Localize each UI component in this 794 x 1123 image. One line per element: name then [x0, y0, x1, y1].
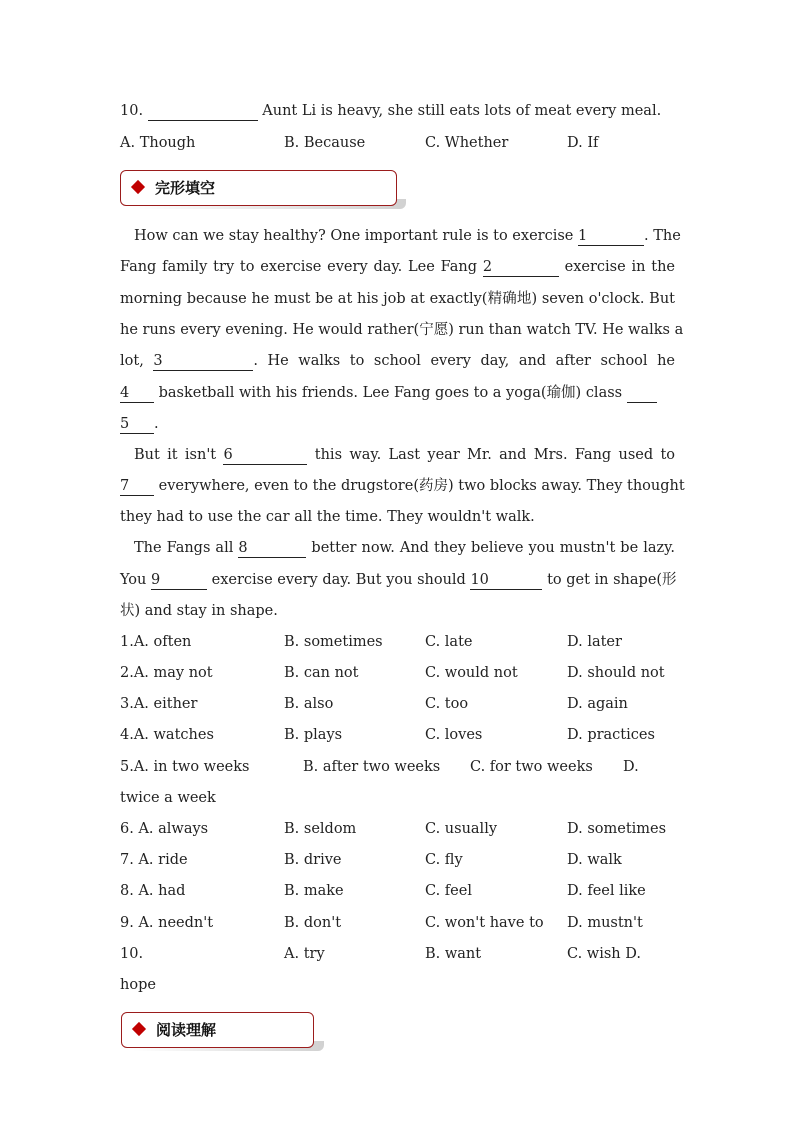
passage-text: exercise every day. But you should	[211, 572, 466, 588]
option-7a: 7. A. ride	[120, 852, 188, 868]
option-6c: C. usually	[425, 821, 498, 837]
passage-text: . The	[643, 228, 681, 244]
blank-9[interactable]: 9	[151, 572, 207, 590]
option-7b: B. drive	[284, 852, 342, 868]
q10-option-a: A. Though	[120, 135, 196, 151]
blank-2[interactable]: 2	[483, 259, 559, 277]
passage-text: . He walks to school every day, and after school he	[253, 353, 676, 369]
option-6b: B. seldom	[284, 821, 357, 837]
passage-line-9	[120, 476, 685, 496]
option-1d: D. later	[567, 634, 622, 650]
question-number: 10.	[120, 103, 144, 119]
option-2c: C. would not	[425, 665, 518, 681]
blank-10[interactable]: 10	[470, 572, 542, 590]
option-2a: 2.A. may not	[120, 665, 213, 681]
option-4a: 4.A. watches	[120, 727, 214, 743]
option-4c: C. loves	[425, 727, 483, 743]
option-3d: D. again	[567, 696, 628, 712]
option-9d: D. mustn't	[567, 915, 643, 931]
passage-text: lot,	[120, 353, 144, 369]
passage-text: to get in shape(形	[547, 572, 677, 588]
passage-line-8	[120, 445, 675, 465]
option-8a: 8. A. had	[120, 883, 186, 899]
option-10c: C. wish D.	[567, 946, 641, 962]
passage-text: exercise in the	[564, 259, 676, 275]
option-10a: A. try	[284, 946, 325, 962]
diamond-icon	[131, 180, 145, 194]
option-1b: B. sometimes	[284, 634, 383, 650]
passage-text: better now. And they believe you mustn't be lazy.	[311, 540, 675, 556]
passage-text: How can we stay healthy? One important rule is to exercise	[134, 228, 574, 244]
passage-line-5	[120, 351, 675, 371]
question-text: Aunt Li is heavy, she still eats lots of meat every meal.	[262, 103, 662, 119]
option-10-number: 10.	[120, 946, 144, 962]
option-2b: B. can not	[284, 665, 359, 681]
passage-line-10: they had to use the car all the time. They wouldn't walk.	[120, 509, 535, 525]
option-10b: B. want	[425, 946, 482, 962]
passage-text: Fang family try to exercise every day. Lee Fang	[120, 259, 477, 275]
cloze-section-header	[120, 170, 397, 206]
passage-line-4: he runs every evening. He would rather(宁愿) run than watch TV. He walks a	[120, 322, 684, 338]
option-3a: 3.A. either	[120, 696, 198, 712]
option-6a: 6. A. always	[120, 821, 209, 837]
passage-text: this way. Last year Mr. and Mrs. Fang used to	[314, 447, 676, 463]
reading-section-header	[121, 1012, 314, 1048]
passage-text: basketball with his friends. Lee Fang goes to a yoga(瑜伽) class	[158, 385, 623, 401]
section-title: 完形填空	[155, 179, 216, 197]
passage-line-2	[120, 257, 675, 277]
option-7d: D. walk	[567, 852, 622, 868]
section-title: 阅读理解	[156, 1021, 217, 1039]
option-5c: C. for two weeks	[470, 759, 593, 775]
passage-line-1	[120, 226, 681, 246]
option-1c: C. late	[425, 634, 473, 650]
option-5b: B. after two weeks	[303, 759, 441, 775]
passage-text: But it isn't	[134, 447, 217, 463]
option-5d-text: twice a week	[120, 790, 216, 806]
passage-text: .	[154, 416, 159, 432]
option-1a: 1.A. often	[120, 634, 192, 650]
option-7c: C. fly	[425, 852, 463, 868]
option-8d: D. feel like	[567, 883, 646, 899]
option-4d: D. practices	[567, 727, 655, 743]
passage-text: everywhere, even to the drugstore(药房) two blocks away. They thought	[158, 478, 685, 494]
option-5a: 5.A. in two weeks	[120, 759, 250, 775]
option-2d: D. should not	[567, 665, 665, 681]
option-9a: 9. A. needn't	[120, 915, 214, 931]
q10-option-c: C. Whether	[425, 135, 509, 151]
option-4b: B. plays	[284, 727, 343, 743]
option-9b: B. don't	[284, 915, 342, 931]
passage-line-13: 状) and stay in shape.	[120, 603, 278, 619]
answer-blank[interactable]	[148, 103, 258, 121]
question-10	[120, 101, 661, 121]
option-5d: D.	[623, 759, 639, 775]
passage-line-7	[120, 414, 159, 434]
passage-line-11	[120, 538, 675, 558]
diamond-icon	[132, 1022, 146, 1036]
option-8b: B. make	[284, 883, 344, 899]
option-8c: C. feel	[425, 883, 472, 899]
passage-line-12	[120, 570, 675, 590]
passage-text: You	[120, 572, 147, 588]
blank-8[interactable]: 8	[238, 540, 306, 558]
blank-1[interactable]: 1	[578, 228, 644, 246]
passage-line-6	[120, 383, 657, 403]
q10-option-d: D. If	[567, 135, 599, 151]
blank-3[interactable]: 3	[153, 353, 253, 371]
q10-option-b: B. Because	[284, 135, 366, 151]
blank-7[interactable]: 7	[120, 478, 154, 496]
option-6d: D. sometimes	[567, 821, 667, 837]
blank-5[interactable]: 5	[120, 416, 154, 434]
option-10d-text: hope	[120, 977, 156, 993]
blank-5-start[interactable]	[627, 385, 657, 403]
passage-text: The Fangs all	[134, 540, 234, 556]
blank-4[interactable]: 4	[120, 385, 154, 403]
passage-line-3: morning because he must be at his job at exactly(精确地) seven o'clock. But	[120, 291, 675, 307]
option-9c: C. won't have to	[425, 915, 544, 931]
blank-6[interactable]: 6	[223, 447, 307, 465]
option-3b: B. also	[284, 696, 334, 712]
option-3c: C. too	[425, 696, 469, 712]
